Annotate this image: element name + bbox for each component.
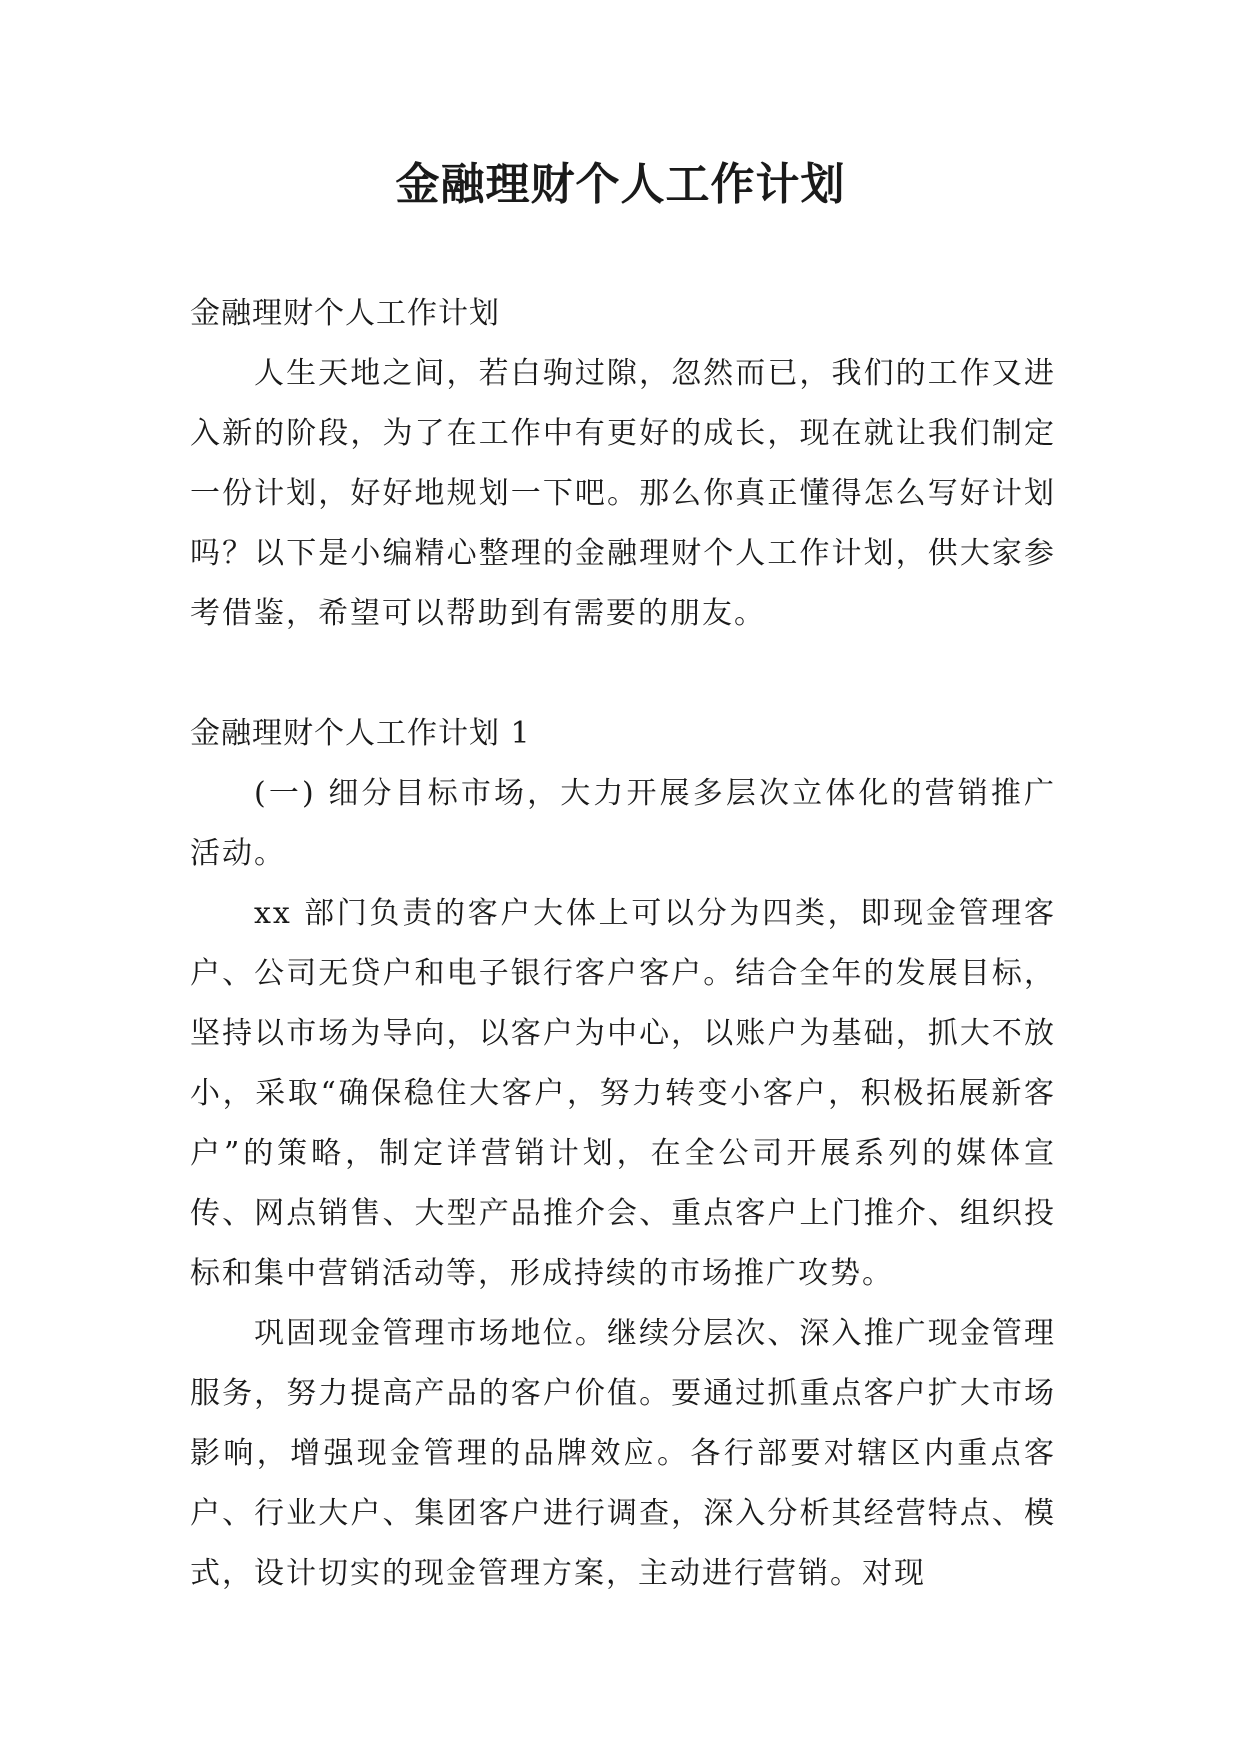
intro-paragraph: 人生天地之间，若白驹过隙，忽然而已，我们的工作又进入新的阶段，为了在工作中有更好的成长，现在就让我们制定一份计划，好好地规划一下吧。那么你真正懂得怎么写好计划吗？以下是小编精心整理的金融理财个人工作计划，供大家参考借鉴，希望可以帮助到有需要的朋友。 — [190, 356, 1056, 631]
section-heading: 金融理财个人工作计划 1 — [190, 716, 531, 751]
section-paragraph-2: xx 部门负责的客户大体上可以分为四类，即现金管理客户、公司无贷户和电子银行客户客户。结合全年的发展目标，坚持以市场为导向，以客户为中心，以账户为基础，抓大不放小，采取“确保稳住大客户，努力转变小客户，积极拓展新客户”的策略，制定详营销计划，在全公司开展系列的媒体宣传、网点销售、大型产品推介会、重点客户上门推介、组织投标和集中营销活动等，形成持续的市场推广攻势。 — [190, 896, 1056, 1291]
document-title: 金融理财个人工作计划 — [395, 159, 846, 210]
section-paragraph-1: (一) 细分目标市场，大力开展多层次立体化的营销推广活动。 — [190, 776, 1056, 871]
document-body — [190, 284, 1056, 1604]
document-subtitle: 金融理财个人工作计划 — [190, 296, 500, 331]
section-spacer — [190, 644, 1056, 704]
section-paragraph-3: 巩固现金管理市场地位。继续分层次、深入推广现金管理服务，努力提高产品的客户价值。要通过抓重点客户扩大市场影响，增强现金管理的品牌效应。各行部要对辖区内重点客户、行业大户、集团客户进行调查，深入分析其经营特点、模式，设计切实的现金管理方案，主动进行营销。对现 — [190, 1316, 1056, 1591]
